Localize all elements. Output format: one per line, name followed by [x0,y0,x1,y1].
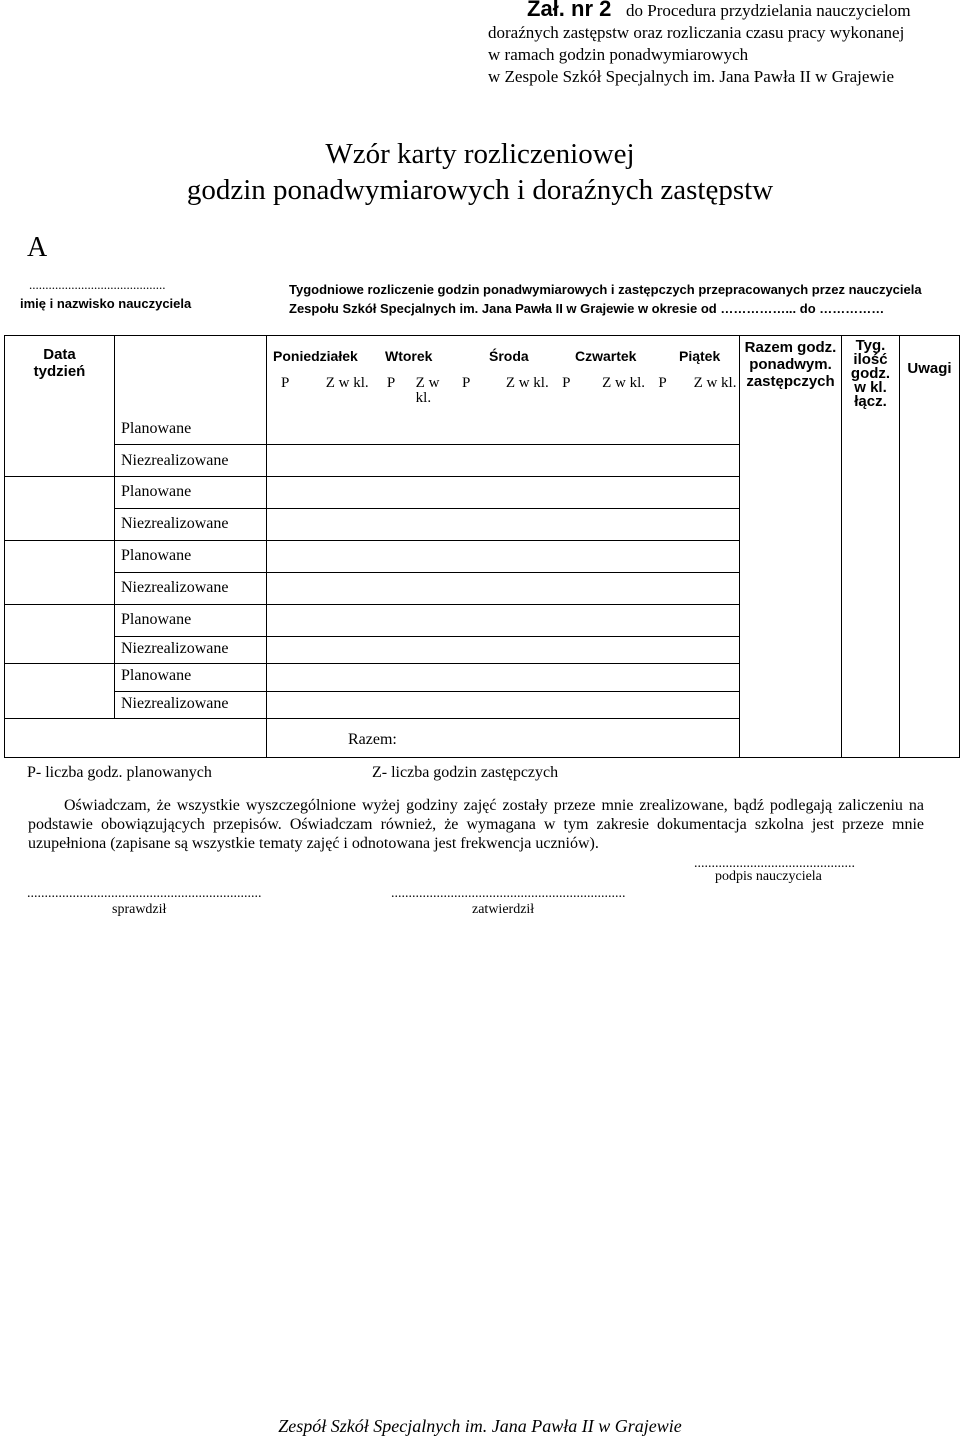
p-mon: P [281,375,290,391]
data-cell[interactable] [267,605,740,637]
planned-cell: Planowane [115,605,267,637]
checked-signature-line[interactable]: ................................................................... [27,886,262,901]
total-blank [5,719,267,758]
data-cell[interactable] [267,664,740,692]
day-tuesday: Wtorek [385,348,433,364]
annex-line-3: w ramach godzin ponadwymiarowych [488,45,749,64]
data-cell[interactable] [267,445,740,477]
p-z-headers [267,364,739,406]
planned-cell: Planowane [115,541,267,573]
unrealized-cell: Niezrealizowane [115,445,267,477]
z-mon: Z w kl. [325,375,369,391]
approved-label: zatwierdził [472,902,535,917]
p-wed: P [462,375,471,391]
annex-line-2: doraźnych zastępstw oraz rozliczania czasu pracy wykonanej [488,23,905,42]
page-footer: Zespół Szkół Specjalnych im. Jana Pawła II w Grajewie [278,1416,682,1436]
declaration-text: Oświadczam, że wszystkie wyszczególnione wyżej godziny zajęć zostały przeze mnie zrealizowane, bądź podlegają zaliczeniu na podstawie obowiązujących przepisów. Oświadczam również, że wymagana w tym zakresie dokumentacja szkolna jest przeze mnie uzupełniona (zapisane są wszystkie tematy zajęć i odnotowana jest frekwencja uczniów). [28,797,924,852]
data-cell[interactable] [267,509,740,541]
data-cell[interactable] [267,637,740,664]
weekly-line-2: Zespołu Szkół Specjalnych im. Jana Pawła II w Grajewie w okresie od ……………... do …………… [289,301,885,316]
day-names [267,336,739,364]
annex-description [488,0,911,88]
unrealized-cell: Niezrealizowane [115,692,267,719]
weekly-hours-header: Tyg. ilość godz. w kl. łącz. [842,336,900,758]
teacher-name-label: imię i nazwisko nauczyciela [20,296,192,311]
title-line-2: godzin ponadwymiarowych i doraźnych zastępstw [186,174,774,206]
unrealized-cell: Niezrealizowane [115,573,267,605]
notes-header: Uwagi [900,336,960,758]
annex-number: Zał. nr 2 [527,0,612,21]
teacher-signature-label: podpis nauczyciela [715,869,822,884]
day-friday: Piątek [679,348,721,364]
date-week-header: Data tydzień [5,336,115,477]
data-cell[interactable] [267,573,740,605]
date-cell[interactable] [5,541,115,605]
p-tue: P [386,375,396,391]
date-cell[interactable] [5,605,115,664]
date-cell[interactable] [5,664,115,719]
document-title [0,136,960,208]
data-cell[interactable] [267,477,740,509]
p-fri: P [658,375,667,391]
teacher-signature-line[interactable]: .............................................. [694,856,855,871]
approved-signature-line[interactable]: ................................................................... [391,886,626,901]
annex-line-4: w Zespole Szkół Specjalnych im. Jana Pawła II w Grajewie [488,67,894,86]
unrealized-cell: Niezrealizowane [115,509,267,541]
z-wed: Z w kl. [505,375,549,391]
p-thu: P [562,375,571,391]
data-cell[interactable] [267,541,740,573]
days-header [267,336,740,445]
legend-z: Z- liczba godzin zastępczych [372,764,559,781]
weekly-line-1: Tygodniowe rozliczenie godzin ponadwymiarowych i zastępczych przepracowanych przez nauczyciela [289,282,922,297]
day-monday: Poniedziałek [273,348,358,364]
day-wednesday: Środa [489,348,529,364]
planned-cell: Planowane [115,477,267,509]
table-header-row [5,336,960,445]
data-cell[interactable] [267,692,740,719]
checked-label: sprawdził [112,902,167,917]
planned-cell: Planowane [115,336,267,445]
legend-p: P- liczba godz. planowanych [27,764,212,781]
annex-line-1: do Procedura przydzielania nauczycielom [626,1,911,20]
title-line-1: Wzór karty rozliczeniowej [325,138,635,170]
section-letter: A [27,232,48,263]
total-label-cell: Razem: [267,719,740,758]
z-tue: Z w kl. [415,375,440,406]
z-fri: Z w kl. [693,375,737,391]
teacher-name-field[interactable]: .......................................... [29,277,166,292]
planned-cell: Planowane [115,664,267,692]
day-thursday: Czwartek [575,348,637,364]
date-cell[interactable] [5,477,115,541]
weekly-statement [289,280,922,318]
settlement-table [4,335,960,758]
total-hours-header: Razem godz. ponadwym. zastępczych [740,336,842,758]
z-thu: Z w kl. [602,375,646,391]
unrealized-cell: Niezrealizowane [115,637,267,664]
